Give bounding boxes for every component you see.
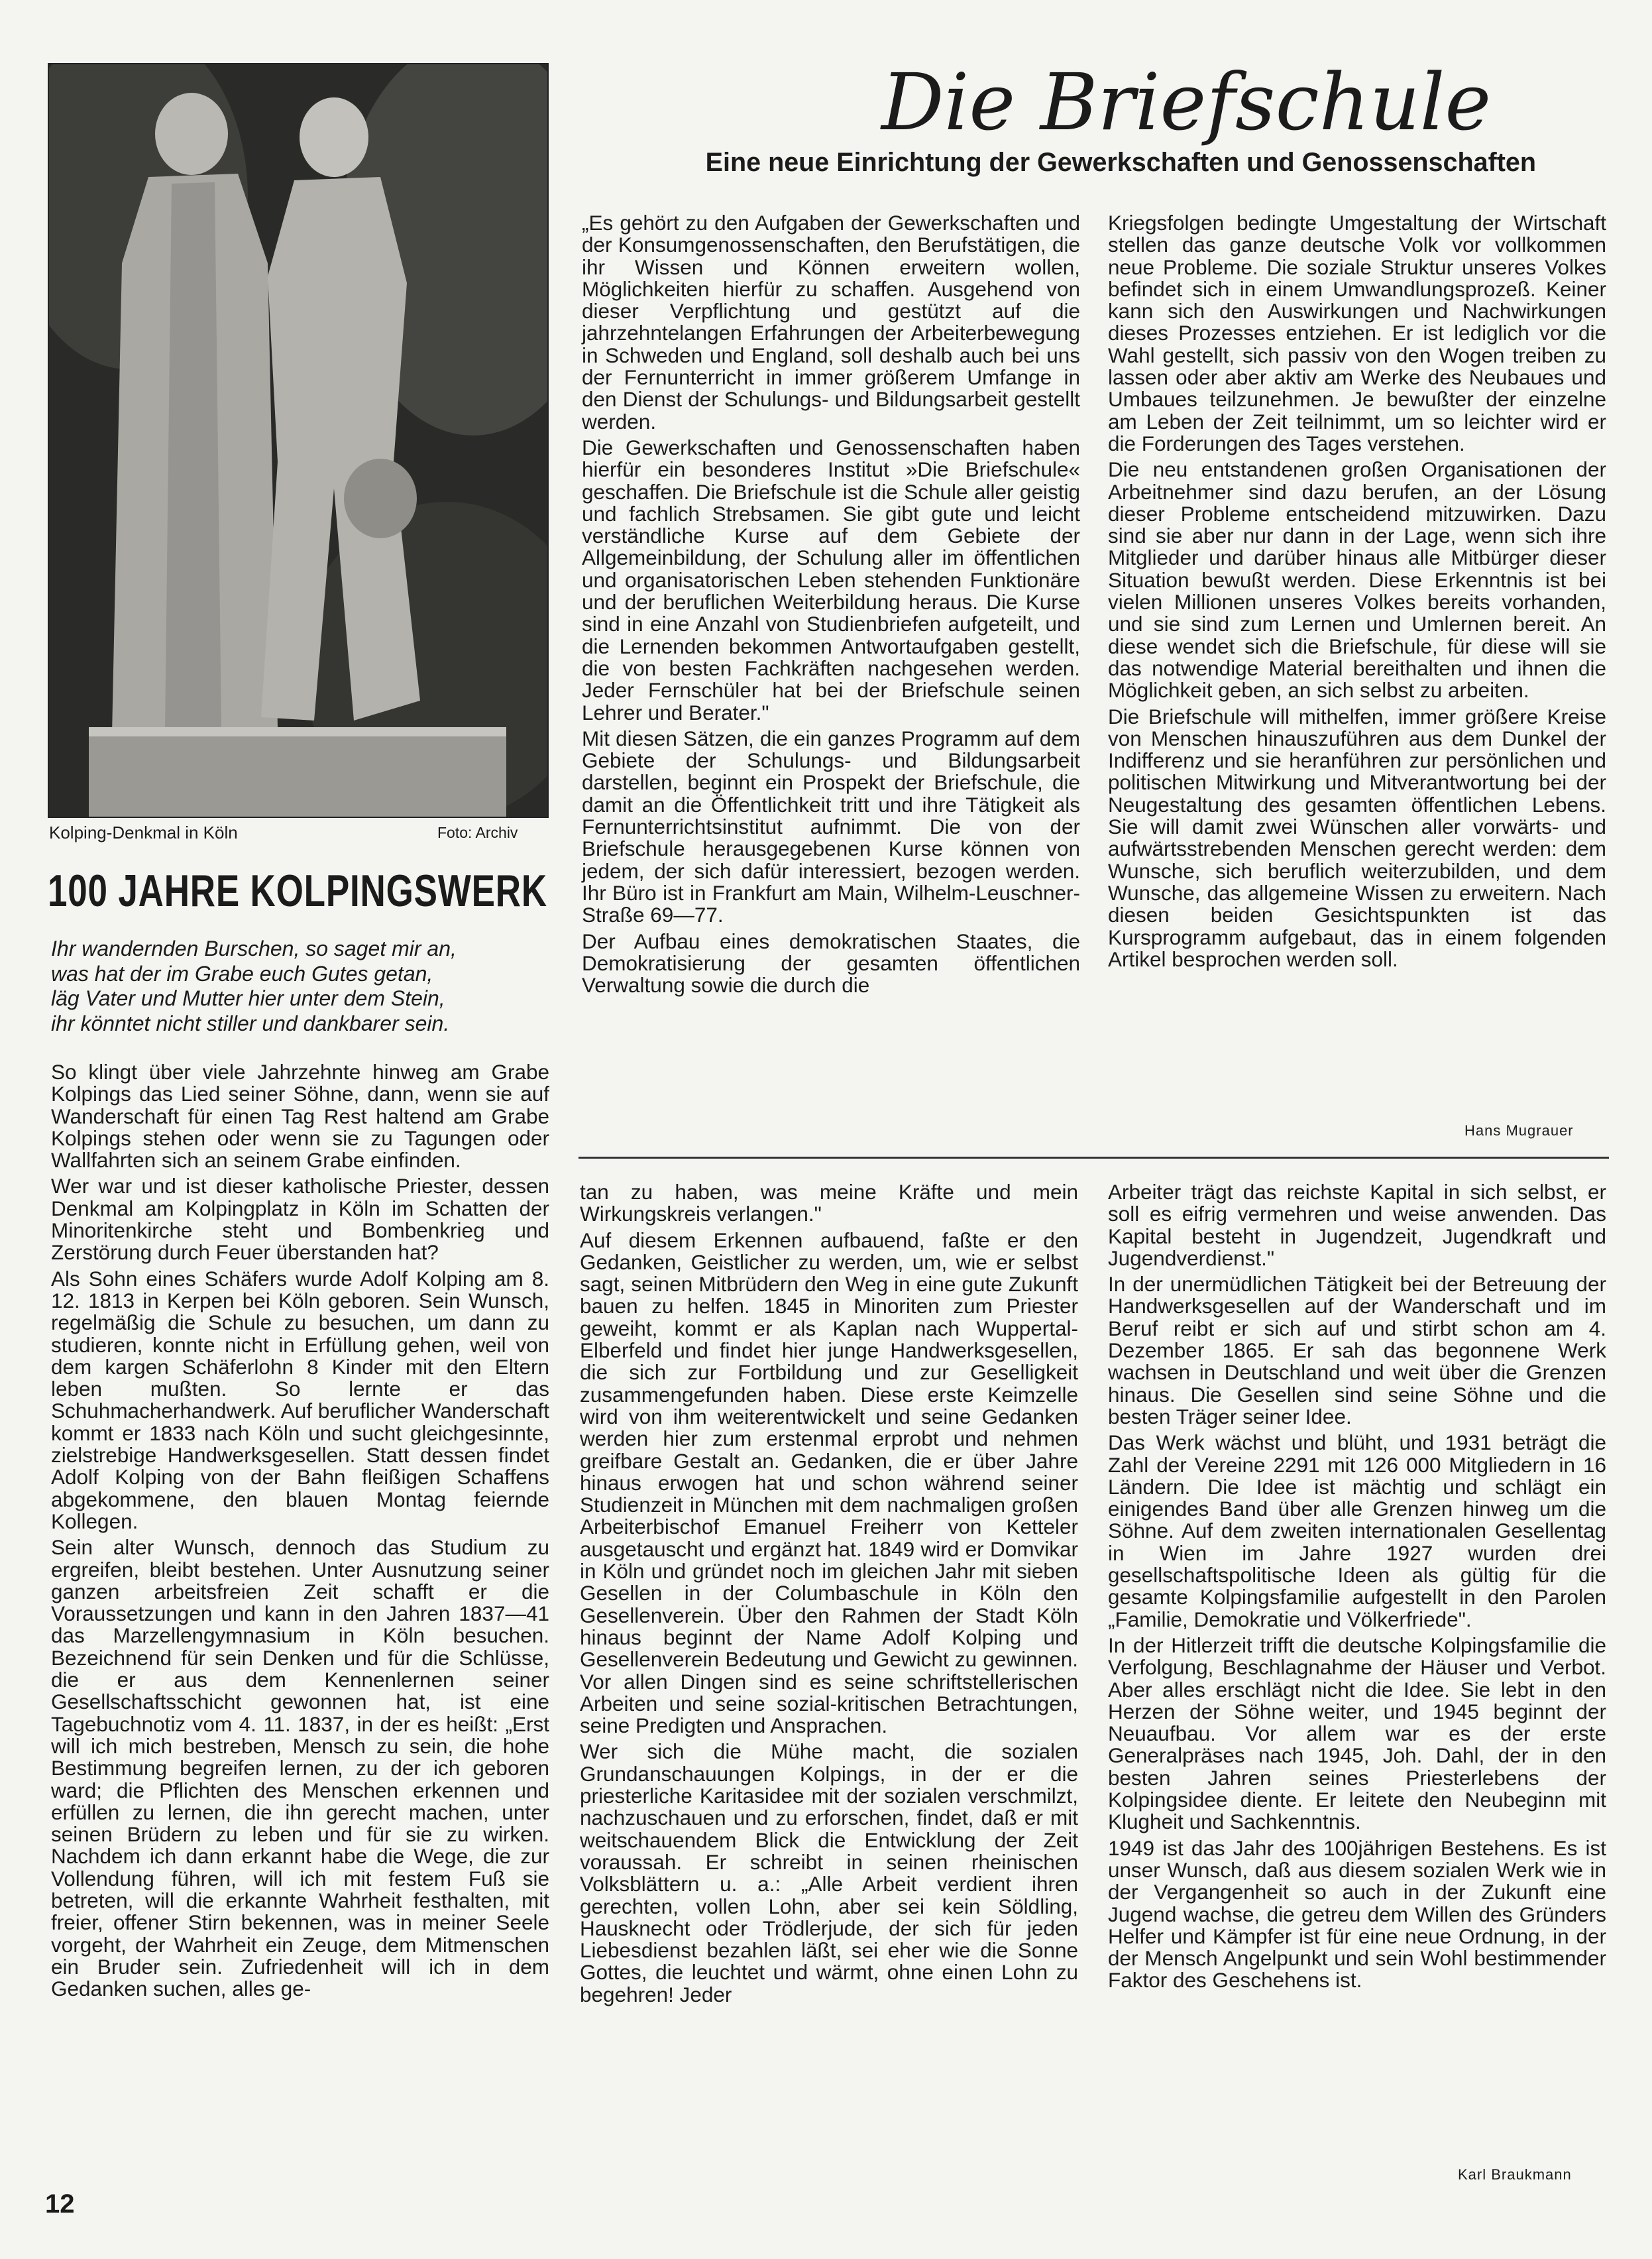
paragraph: Die neu entstandenen großen Organisationen der Arbeitnehmer sind dazu berufen, an der Lösung dieser Probleme entscheidend mitzuwirken. Dazu sind sie aber nur dann in der Lage, wenn sich ihre Mitglieder und darüber hinaus alle Mitbürger dieser Situation bewußt werden. Diese Erkenntnis ist bei vielen Millionen unseres Volkes bereits vorhanden, und sie sind zum Lernen und Umlernen bereit. An diese wendet sich die Briefschule, für diese will sie das notwendige Material bereithalten und ihnen die Möglichkeit geben, an sich selbst zu arbeiten. <box>1108 457 1606 703</box>
briefschule-title: Die Briefschule <box>881 56 1492 148</box>
poem-line: läg Vater und Mutter hier unter dem Stein, <box>51 986 445 1010</box>
kolping-column-1 <box>51 1061 549 2004</box>
kolping-poem <box>51 937 549 1036</box>
poem-line: was hat der im Grabe euch Gutes getan, <box>51 961 433 986</box>
paragraph: In der unermüdlichen Tätigkeit bei der Betreuung der Handwerksgesellen auf der Wanderschaft und im Beruf reibt er sich auf und stirbt schon am 4. Dezember 1865. Er sah das begonnene Werk wachsen in Deutschland und weit über die Grenzen hinaus. Die Gesellen sind seine Söhne und die besten Träger seiner Idee. <box>1108 1272 1606 1428</box>
kolping-monument-photo <box>48 63 549 818</box>
monument-illustration <box>49 64 547 817</box>
kolping-column-2 <box>580 1181 1078 2010</box>
paragraph: Wer war und ist dieser katholische Priester, dessen Denkmal am Kolpingplatz in Köln im Schatten der Minoritenkirche steht und Bombenkrieg und Zerstörung durch Feuer überstanden hat? <box>51 1174 549 1265</box>
poem-line: Ihr wandernden Burschen, so saget mir an, <box>51 937 457 960</box>
paragraph: Das Werk wächst und blüht, und 1931 beträgt die Zahl der Vereine 2291 mit 126 000 Mitgliedern in 16 Ländern. Die Idee ist mächtig und schlägt ein einigendes Band über alle Grenzen hinweg um die Söhne. Auf dem zweiten internationalen Gesellentag in Wien im Jahre 1927 wurden drei gesellschaftspolitische Ideen als gültig für die gesamte Kolpingsfamilie aufgestellt in den Parolen „Familie, Demokratie und Völkerfriede". <box>1108 1430 1606 1631</box>
kolping-column-3 <box>1108 1181 1606 1996</box>
briefschule-column-1 <box>582 212 1080 1000</box>
paragraph: Der Aufbau eines demokratischen Staates, die Demokratisierung der gesamten öffentlichen Verwaltung sowie die durch die <box>582 929 1080 998</box>
kolping-headline: 100 JAHRE KOLPINGSWERK <box>48 866 547 916</box>
briefschule-column-2 <box>1108 212 1606 974</box>
paragraph: In der Hitlerzeit trifft die deutsche Kolpingsfamilie die Verfolgung, Beschlagnahme der Häuser und Verbot. Aber alles erschlägt nicht die Idee. Sie lebt in den Herzen der Söhne weiter, und 1945 beginnt der Neuaufbau. Vor allem war es der erste Generalpräses nach 1945, Joh. Dahl, der in den besten Jahren seines Priesterlebens der Kolpingsidee diente. Er leitete den Neubeginn mit Klugheit und Sachkenntnis. <box>1108 1633 1606 1834</box>
paragraph: tan zu haben, was meine Kräfte und mein Wirkungskreis verlangen." <box>580 1180 1078 1226</box>
paragraph: So klingt über viele Jahrzehnte hinweg am Grabe Kolpings das Lied seiner Söhne, dann, wenn sie auf Wanderschaft für einen Tag Rest haltend am Grabe Kolpings stehen oder wenn sie zu Tagungen oder Wallfahrten sich an seinem Grabe einfinden. <box>51 1060 549 1173</box>
paragraph: Die Gewerkschaften und Genossenschaften haben hierfür ein besonderes Institut »Die Briefschule« geschaffen. Die Briefschule ist die Schule aller geistig und fachlich Strebsamen. Sie gibt gute und leicht verständliche Kurse auf dem Gebiete der Allgemeinbildung, der Schulung aller im öffentlichen und organisatorischen Leben stehenden Funktionäre und der beruflichen Weiterbildung heraus. Die Kurse sind in eine Anzahl von Studienbriefen aufgeteilt, und die Lernenden bekommen Antwortaufgaben gestellt, die von besten Fachkräften nachgesehen werden. Jeder Fernschüler hat bei der Briefschule seinen Lehrer und Berater." <box>582 435 1080 724</box>
poem-line: ihr könntet nicht stiller und dankbarer sein. <box>51 1011 450 1035</box>
paragraph: Sein alter Wunsch, dennoch das Studium zu ergreifen, bleibt bestehen. Unter Ausnutzung seiner ganzen arbeitsfreien Zeit schafft er die Voraussetzungen und kann in den Jahren 1837—41 das Marzellengymnasium in Köln besuchen. Bezeichnend für sein Denken und für die Schlüsse, die er aus dem Kennenlernen seiner Gesellschaftsschicht gewonnen hat, ist eine Tagebuchnotiz vom 4. 11. 1837, in der es heißt: „Erst will ich mich bestreben, Mensch zu sein, die hohe Bestimmung begreifen lernen, zu der ich geboren ward; die Pflichten des Menschen erkennen und erfüllen zu lernen, die ihn gerecht machen, unter seinen Brüdern zu leben und für sie zu wirken. Nachdem ich dann erkannt habe die Wege, die zur Vollendung führen, will ich mit festem Fuß sie betreten, will die erkannte Wahrheit festhalten, mit freier, offener Stirn bekennen, was in meiner Seele vorgeht, der Wahrheit ein Zeuge, dem Mitmenschen ein Bruder sein. Zufriedenheit will ich in dem Gedanken suchen, alles ge- <box>51 1535 549 2001</box>
paragraph: Auf diesem Erkennen aufbauend, faßte er den Gedanken, Geistlicher zu werden, um, wie er selbst sagt, seinen Mitbrüdern den Weg in eine gute Zukunft bauen zu helfen. 1845 in Minoriten zum Priester geweiht, kommt er als Kaplan nach Wuppertal-Elberfeld und findet hier junge Handwerksgesellen, die sich zur Fortbildung und zur Geselligkeit zusammengefunden haben. Diese erste Keimzelle wird von ihm weiterentwickelt und seine Gedanken werden hier zum erstenmal erprobt und nehmen greifbare Gestalt an. Gedanken, die er über Jahre hinaus erwogen hat und schon während seiner Studienzeit in München mit dem nachmaligen großen Arbeiterbischof Emanuel Freiherr von Ketteler ausgetauscht und ergänzt hat. 1849 wird er Domvikar in Köln und gründet noch im gleichen Jahr mit sieben Gesellen in der Columbaschule in Köln den Gesellenverein. Über den Rahmen der Stadt Köln hinaus beginnt der Name Adolf Kolping und Gesellenverein Bedeutung und Gewicht zu gewinnen. Vor allen Dingen sind es seine schriftstellerischen Arbeiten und seine sozial-kritischen Betrachtungen, seine Predigten und Ansprachen. <box>580 1228 1078 1738</box>
paragraph: Als Sohn eines Schäfers wurde Adolf Kolping am 8. 12. 1813 in Kerpen bei Köln geboren. Sein Wunsch, regelmäßig die Schule zu besuchen, um dann zu studieren, konnte nicht in Erfüllung gehen, weil von dem kargen Schäferlohn 8 Kinder mit den Eltern leben mußten. So lernte er das Schuhmacherhandwerk. Auf beruflicher Wanderschaft kommt er 1833 nach Köln und sucht gleichgesinnte, zielstrebige Handwerksgesellen. Statt dessen findet Adolf Kolping von der Bahn fleißigen Schaffens abgekommene, den blauen Montag feiernde Kollegen. <box>51 1266 549 1533</box>
paragraph: Mit diesen Sätzen, die ein ganzes Programm auf dem Gebiete der Schulungs- und Bildungsarbeit darstellen, beginnt ein Prospekt der Briefschule, die damit an die Öffentlichkeit tritt und ihre Tätigkeit als Fernunterrichtsinstitut aufnimmt. Die von der Briefschule herausgegebenen Kurse können von jedem, der sich dafür interessiert, bezogen werden. Ihr Büro ist in Frankfurt am Main, Wilhelm-Leuschner-Straße 69—77. <box>582 726 1080 927</box>
paragraph: Arbeiter trägt das reichste Kapital in sich selbst, er soll es eifrig vermehren und weise anwenden. Das Kapital besteht in Jugendzeit, Jugendkraft und Jugendverdienst." <box>1108 1180 1606 1270</box>
paragraph: „Es gehört zu den Aufgaben der Gewerkschaften und der Konsumgenossenschaften, den Berufstätigen, die ihr Wissen und Können erweitern wollen, Möglichkeiten hierfür zu schaffen. Ausgehend von dieser Verpflichtung und gestützt auf die jahrzehntelangen Erfahrungen der Arbeiterbewegung in Schweden und England, soll deshalb auch bei uns der Fernunterricht in immer größerem Umfange in den Dienst der Schulungs- und Bildungsarbeit gestellt werden. <box>582 211 1080 434</box>
paragraph: Die Briefschule will mithelfen, immer größere Kreise von Menschen hinauszuführen aus dem Dunkel der Indifferenz und sie heranführen zur persönlichen und politischen Mitwirkung und Mitverantwortung bei der Neugestaltung des gesamten öffentlichen Lebens. Sie will damit zwei Wünschen aller vorwärts- und aufwärtsstrebenden Menschen gerecht werden: dem Wunsche, sich beruflich weiterzubilden, und dem Wunsche, das allgemeine Wissen zu erweitern. Nach diesen beiden Gesichtspunkten ist das Kursprogramm aufgebaut, das in einem folgenden Artikel besprochen werden soll. <box>1108 704 1606 971</box>
section-divider <box>578 1157 1609 1159</box>
paragraph: Wer sich die Mühe macht, die sozialen Grundanschauungen Kolpings, in der er die priesterliche Karitasidee mit der sozialen verschmilzt, nachzuschauen und zu erforschen, findet, daß er mit weitschauendem Blick die Entwicklung der Zeit voraussah. Er schreibt in seinen rheinischen Volksblättern u. a.: „Alle Arbeit verdient ihren gerechten, vollen Lohn, aber sei kein Söldling, Hausknecht oder Trödlerjude, der sich für jeden Liebesdienst bezahlen läßt, sei eher wie die Sonne Gottes, die leuchtet und wärmt, ohne einen Lohn zu begehren! Jeder <box>580 1739 1078 2006</box>
briefschule-author: Hans Mugrauer <box>1464 1122 1574 1139</box>
photo-caption: Kolping-Denkmal in Köln <box>49 823 238 842</box>
kolping-author: Karl Braukmann <box>1458 2166 1572 2183</box>
paragraph: Kriegsfolgen bedingte Umgestaltung der Wirtschaft stellen das ganze deutsche Volk vor vollkommen neue Probleme. Die soziale Struktur unseres Volkes befindet sich in einem Umwandlungsprozeß. Keiner kann sich den Auswirkungen und Nachwirkungen dieses Prozesses entziehen. Er ist lediglich vor die Wahl gestellt, sich passiv von den Wogen treiben zu lassen oder aber aktiv am Werke des Neubaues und Umbaues teilzunehmen. Je bewußter der einzelne am Leben der Zeit teilnimmt, um so leichter wird er die Forderungen des Tages verstehen. <box>1108 211 1606 455</box>
briefschule-subtitle: Eine neue Einrichtung der Gewerkschaften und Genossenschaften <box>705 148 1536 177</box>
paragraph: 1949 ist das Jahr des 100jährigen Bestehens. Es ist unser Wunsch, daß aus diesem sozialen Werk wie in der Vergangenheit so auch in der Zukunft eine Jugend wachse, die getreu dem Willen des Gründers Helfer und Kämpfer ist für eine neue Ordnung, in der der Mensch Angelpunkt und sein Wohl bestimmender Faktor des Geschehens ist. <box>1108 1835 1606 1993</box>
photo-credit: Foto: Archiv <box>437 824 518 841</box>
page-number: 12 <box>45 2189 75 2219</box>
